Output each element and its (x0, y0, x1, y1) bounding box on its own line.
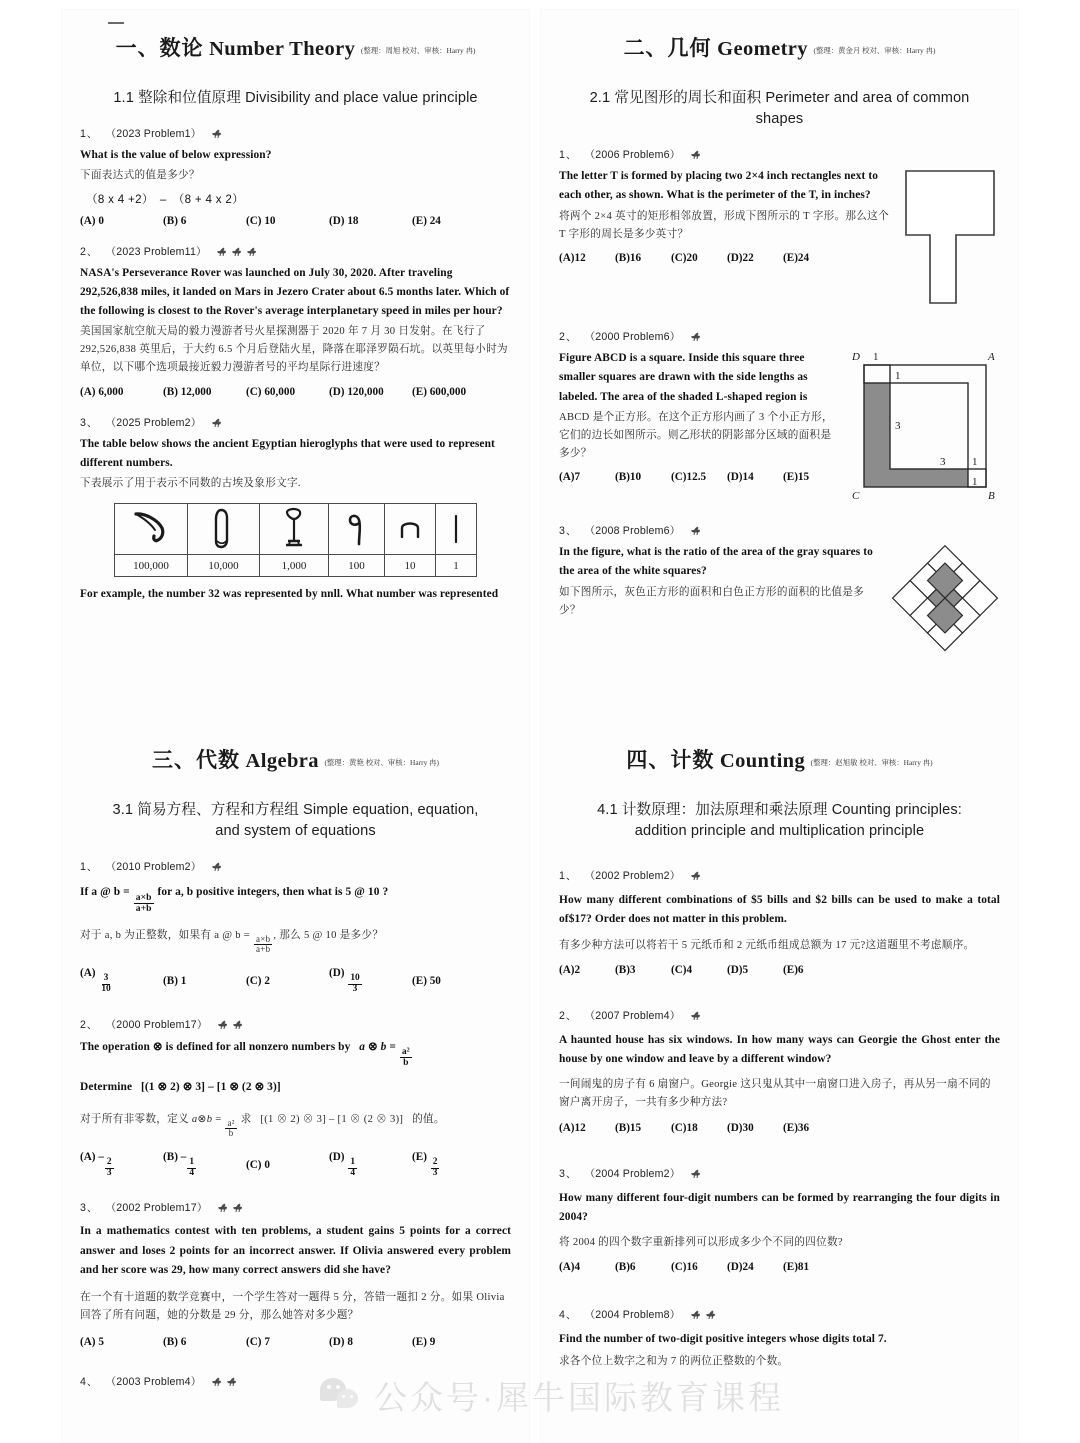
problem-text-block (559, 167, 892, 264)
choice-d[interactable]: (D) 18 (329, 214, 359, 227)
problem-definition: The operation ⊗ is defined for all nonzero numbers by a ⊗ b = $\frac{\text{a²}}{b}$ (80, 1040, 410, 1069)
answer-choices (559, 1261, 1000, 1273)
t-shape-figure (900, 167, 1000, 307)
choice-c[interactable]: (C) 10 (246, 214, 276, 227)
horse-icon (232, 1203, 244, 1212)
problem-header (559, 1008, 1000, 1023)
problem-index: 1、 (80, 861, 99, 874)
choice-c[interactable]: (C)12.5 (671, 471, 707, 484)
choice-c[interactable]: (C) 7 (246, 1336, 270, 1349)
choice-d[interactable]: (D)14 (727, 471, 754, 484)
problem-item (80, 1017, 511, 1179)
choice-a[interactable]: (A)7 (559, 471, 581, 484)
choice-a[interactable]: (A) 0 (80, 214, 104, 227)
problem-header (80, 244, 511, 259)
problem-text-en: What is the value of below expression? (80, 149, 272, 162)
page-number-theory (62, 10, 529, 722)
horse-icon (690, 1310, 702, 1319)
label-100: 100 (329, 555, 385, 577)
choice-a[interactable]: (A)4 (559, 1261, 581, 1274)
answer-choices (559, 1122, 1000, 1134)
choice-a[interactable]: (A) – $\frac{2}{3}$ (80, 1150, 112, 1178)
problem-text-block (559, 543, 882, 620)
horse-icon (216, 247, 228, 256)
problem-header (80, 1374, 511, 1389)
horse-icon (246, 247, 258, 256)
choice-b[interactable]: (B)16 (615, 252, 642, 265)
label-100000: 100,000 (115, 555, 188, 577)
choice-c[interactable]: (C)4 (671, 963, 693, 976)
choice-e[interactable]: (E)36 (783, 1121, 810, 1134)
page-counting (541, 722, 1018, 1443)
choice-b[interactable]: (B)10 (615, 471, 642, 484)
problem-source: （2002 Problem2） (584, 870, 681, 883)
problem-text-en: If a @ b = $\frac{a\times b}{a+b}$ for a, b positive integers, then what is 5 @ 10 ? (80, 886, 389, 914)
dim-corner-1: 1 (972, 476, 978, 489)
problem-header (559, 523, 1000, 538)
problem-index: 2、 (559, 331, 578, 344)
problem-source: （2002 Problem17） (105, 1202, 208, 1215)
problem-source: （2023 Problem11） (105, 245, 207, 258)
glyph-cell-1 (436, 504, 477, 555)
problem-item (80, 1374, 511, 1389)
glyph-cell-100 (329, 504, 385, 555)
problem-text-cn: 求各个位上数字之和为 7 的两位正整数的个数。 (559, 1356, 789, 1368)
answer-choices (80, 1336, 511, 1348)
problem-index: 2、 (80, 245, 99, 258)
problem-source: （2007 Problem4） (584, 1009, 681, 1022)
horse-icon (217, 1203, 229, 1212)
problem-body (559, 349, 1000, 506)
problem-body (559, 167, 1000, 312)
difficulty-horses (690, 150, 702, 159)
chapter-title-en: Algebra (245, 750, 319, 772)
label-10000: 10,000 (188, 555, 260, 577)
page-geometry (541, 10, 1018, 722)
choice-c[interactable]: (C) 60,000 (246, 385, 296, 398)
answer-choices (559, 471, 840, 483)
answer-choices (80, 1151, 511, 1179)
chapter-credit: (整理：黄金月 校对、审核：Harry 冉) (813, 46, 936, 55)
problem-item (559, 868, 1000, 976)
section-title-4-1: 4.1 计数原理：加法原理和乘法原理 Counting principles: addition principle and multiplication principle (597, 802, 962, 840)
choice-b[interactable]: (B)6 (615, 1261, 636, 1274)
problem-header (559, 1307, 1000, 1322)
figure-diamond-checker (890, 543, 1000, 658)
problem-index: 4、 (559, 1309, 578, 1322)
problem-index: 1、 (80, 128, 99, 141)
horse-icon (690, 332, 702, 341)
problem-index: 3、 (559, 1167, 578, 1180)
dim-left-3: 3 (895, 420, 901, 433)
problem-header (559, 868, 1000, 883)
chapter-title-algebra (80, 744, 511, 774)
problem-text-cn: 在一个有十道题的数学竞赛中，一个学生答对一题得 5 分，答错一题扣 2 分。如果 Olivia 回答了所有问题，她的分数是 29 分，那么她答对多少题？ (80, 1291, 505, 1322)
problem-header (80, 859, 511, 874)
horse-icon (690, 1011, 702, 1020)
problem-text-cn: 将 2004 的四个数字重新排列可以形成多少个不同的四位数? (559, 1236, 843, 1248)
problem-source: （2023 Problem1） (105, 128, 202, 141)
problem-source: （2004 Problem8） (584, 1309, 681, 1322)
horse-icon (690, 1169, 702, 1178)
difficulty-horses (690, 871, 702, 880)
choice-b[interactable]: (B) 6 (163, 214, 187, 227)
problem-index: 3、 (80, 416, 99, 429)
problem-question: Determine [(1 ⊗ 2) ⊗ 3] – [1 ⊗ (2 ⊗ 3)] (80, 1081, 281, 1093)
choice-e[interactable]: (E)6 (783, 963, 804, 976)
problem-source: （2008 Problem6） (584, 525, 681, 538)
answer-choices (80, 386, 511, 398)
problem-index: 2、 (559, 1009, 578, 1022)
choice-b[interactable]: (B) 12,000 (163, 385, 212, 398)
horse-icon (690, 150, 702, 159)
tilde-mark (108, 22, 124, 24)
label-C: C (852, 490, 860, 502)
problem-text-en: How many different four-digit numbers can be formed by rearranging the four digits in 2004? (559, 1191, 1000, 1223)
figure-t-shape (900, 167, 1000, 312)
label-1: 1 (436, 555, 477, 577)
choice-d[interactable]: (D)24 (727, 1261, 754, 1274)
choice-a[interactable]: (A)12 (559, 252, 586, 265)
problem-source: （2010 Problem2） (105, 861, 202, 874)
finger-glyph-icon (213, 508, 235, 550)
panel-number-theory (0, 0, 540, 722)
choice-e[interactable]: (E)24 (783, 252, 810, 265)
problem-index: 1、 (559, 870, 578, 883)
problem-source: （2025 Problem2） (105, 416, 202, 429)
difficulty-horses (211, 129, 223, 138)
choice-b[interactable]: (B)15 (615, 1121, 642, 1134)
problem-index: 3、 (80, 1202, 99, 1215)
difficulty-horses (217, 1203, 244, 1212)
coil-glyph-icon (347, 512, 367, 546)
problem-text-cn: 有多少种方法可以将若干 5 元纸币和 2 元纸币组成总额为 17 元?这道题里不考虑顺序。 (559, 939, 975, 951)
panel-algebra (0, 722, 540, 1443)
problem-text-block (559, 349, 840, 483)
answer-choices (559, 964, 1000, 976)
problem-header (559, 147, 1000, 162)
glyph-cell-100000 (115, 504, 188, 555)
arch-glyph-icon (399, 519, 421, 539)
choice-d[interactable]: (D) $\frac{10}{3}$ (329, 967, 360, 995)
dim-right-1: 1 (972, 456, 978, 469)
difficulty-horses (211, 862, 223, 871)
problem-item (80, 859, 511, 994)
problem-index: 1、 (559, 149, 578, 162)
page-algebra (62, 722, 529, 1443)
problem-item (559, 1307, 1000, 1371)
choice-a[interactable]: (A)2 (559, 963, 581, 976)
choice-d[interactable]: (D)30 (727, 1121, 754, 1134)
choice-c[interactable]: (C)16 (671, 1261, 698, 1274)
choice-d[interactable]: (D) 120,000 (329, 385, 384, 398)
problem-source: （2000 Problem17） (105, 1018, 208, 1031)
problem-item (80, 415, 511, 605)
problem-header (80, 126, 511, 141)
chapter-title-cn: 四、计数 (626, 748, 715, 772)
choice-e[interactable]: (E) $\frac{2}{3}$ (412, 1150, 438, 1178)
chapter-credit: (整理：黄艳 校对、审核：Harry 冉) (324, 758, 439, 767)
problem-text-en: In a mathematics contest with ten problems, a student gains 5 points for a correct answer and loses 2 points for an incorrect answer. If Olivia answered every problem and her score was 29, how many correct answers did she have? (80, 1225, 511, 1276)
difficulty-horses (211, 1377, 238, 1386)
dim-top-1: 1 (873, 351, 879, 364)
difficulty-horses (211, 418, 223, 427)
problem-text-en: In the figure, what is the ratio of the area of the gray squares to the area of the white squares? (559, 546, 873, 578)
difficulty-horses (690, 332, 702, 341)
hieroglyph-table-wrapper (80, 503, 511, 577)
difficulty-horses (217, 1020, 244, 1029)
table-row-glyphs (115, 504, 477, 555)
hook-glyph-icon (131, 508, 171, 550)
choice-d[interactable]: (D)5 (727, 963, 749, 976)
panel-counting (540, 722, 1080, 1443)
problem-header (80, 415, 511, 430)
label-A: A (988, 351, 995, 364)
choice-b[interactable]: (B)3 (615, 963, 636, 976)
dim-inner-1: 1 (895, 370, 901, 383)
horse-icon (231, 247, 243, 256)
difficulty-horses (690, 1011, 702, 1020)
watermark-text: 公众号·犀牛国际教育课程 (374, 1379, 784, 1416)
choice-c[interactable]: (C) 0 (246, 1158, 270, 1171)
choice-a[interactable]: (A) $\frac{3}{10}$ (80, 967, 111, 995)
choice-d[interactable]: (D)22 (727, 252, 754, 265)
choice-c[interactable]: (C) 2 (246, 974, 270, 987)
problem-text-cn: 对于 a, b 为正整数，如果有 a @ b = $\frac{a\times b}{a+b}$ , 那么 5 @ 10 是多少？ (80, 929, 384, 954)
problem-text-cn: 对于所有非零数，定义 a⊗b = $\frac{\text{a²}}{b}$ 求 [(1 ⊗ 2) ⊗ 3] – [1 ⊗ (2 ⊗ 3)] 的值。 (80, 1114, 445, 1139)
problem-item (559, 523, 1000, 658)
horse-icon (211, 1377, 223, 1386)
problem-body (559, 543, 1000, 658)
problem-text-cn: 下表展示了用于表示不同数的古埃及象形文字. (80, 477, 301, 489)
choice-e[interactable]: (E) 24 (412, 214, 441, 227)
problem-expression: （8 x 4 +2） – （8 + 4 x 2） (86, 192, 244, 206)
chapter-title-number-theory (80, 32, 511, 62)
problem-text-en: The table below shows the ancient Egyptian hieroglyphs that were used to represent different numbers. (80, 437, 495, 469)
choice-c[interactable]: (C)20 (671, 252, 698, 265)
label-D: D (852, 351, 860, 364)
horse-icon (211, 862, 223, 871)
glyph-cell-1000 (260, 504, 329, 555)
horse-icon (705, 1310, 717, 1319)
difficulty-horses (690, 1169, 702, 1178)
horse-icon (211, 129, 223, 138)
choice-e[interactable]: (E)81 (783, 1261, 810, 1274)
problem-index: 3、 (559, 525, 578, 538)
choice-c[interactable]: (C)18 (671, 1121, 698, 1134)
problem-source: （2000 Problem6） (584, 331, 681, 344)
diamond-checker-figure (890, 543, 1000, 653)
problem-text-cn: 下面表达式的值是多少？ (80, 170, 200, 182)
section-title-3-1: 3.1 简易方程、方程和方程组 Simple equation, equation, and system of equations (112, 802, 479, 840)
problem-text-en: The letter T is formed by placing two 2×4 inch rectangles next to each other, as shown. What is the perimeter of the T, in inches? (559, 170, 879, 202)
glyph-cell-10 (385, 504, 436, 555)
choice-e[interactable]: (E) 50 (412, 974, 441, 987)
horse-icon (226, 1377, 238, 1386)
chapter-title-cn: 一、数论 (115, 36, 204, 60)
answer-choices (559, 252, 892, 264)
horse-icon (690, 526, 702, 535)
choice-e[interactable]: (E) 9 (412, 1336, 436, 1349)
choice-e[interactable]: (E) 600,000 (412, 385, 467, 398)
problem-item (80, 1200, 511, 1348)
difficulty-horses (216, 247, 258, 256)
problem-source: （2006 Problem6） (584, 149, 681, 162)
horse-icon (690, 871, 702, 880)
section-title-2-1: 2.1 常见图形的周长和面积 Perimeter and area of common shapes (589, 90, 970, 128)
chapter-credit: (整理：周旭 校对、审核：Harry 冉) (360, 46, 476, 55)
problem-text-en: Find the number of two-digit positive integers whose digits total 7. (559, 1333, 887, 1346)
problem-source: （2004 Problem2） (584, 1167, 681, 1180)
stroke-glyph-icon (452, 515, 460, 543)
label-B: B (988, 490, 995, 502)
problem-text-cn: 一间闹鬼的房子有 6 扇窗户。Georgie 这只鬼从其中一扇窗口进入房子，再从另一扇不同的窗户离开房子，一共有多少种方法? (559, 1079, 991, 1109)
answer-choices (80, 215, 511, 227)
problem-source: （2003 Problem4） (105, 1376, 202, 1389)
answer-choices (80, 967, 511, 995)
problem-item (559, 1166, 1000, 1274)
problem-item (559, 1008, 1000, 1134)
label-10: 10 (385, 555, 436, 577)
choice-e[interactable]: (E)15 (783, 471, 810, 484)
problem-item (80, 244, 511, 398)
problem-text-cn: 如下图所示，灰色正方形的面积和白色正方形的面积的比值是多少？ (559, 586, 865, 616)
difficulty-horses (690, 526, 702, 535)
problem-text-en: How many different combinations of $5 bills and $2 bills can be used to make a total of$17? Order does not matter in this problem. (559, 894, 1000, 926)
problem-item (559, 147, 1000, 312)
problem-text-en: Figure ABCD is a square. Inside this square three smaller squares are drawn with the side lengths as labeled. The area of the shaded L-shaped region is (559, 352, 808, 403)
chapter-title-en: Geometry (717, 38, 808, 60)
figure-l-shape-square (848, 349, 1000, 506)
choice-d[interactable]: (D) $\frac{1}{4}$ (329, 1150, 356, 1178)
l-shape-square-figure (848, 349, 1000, 501)
chapter-title-cn: 三、代数 (151, 748, 240, 772)
problem-item (80, 126, 511, 226)
horse-icon (232, 1020, 244, 1029)
problem-text-cn: 将两个 2×4 英寸的矩形相邻放置，形成下图所示的 T 字形。那么这个 T 字形的周长是多少英寸？ (559, 210, 889, 240)
problem-index: 2、 (80, 1018, 99, 1031)
choice-b[interactable]: (B) 6 (163, 1336, 187, 1349)
panel-geometry (540, 0, 1080, 722)
hieroglyph-table (114, 503, 477, 577)
horse-icon (217, 1020, 229, 1029)
lotus-glyph-icon (281, 507, 307, 551)
problem-header (559, 1166, 1000, 1181)
glyph-cell-10000 (188, 504, 260, 555)
section-title-1-1: 1.1 整除和位值原理 Divisibility and place value principle (113, 90, 478, 106)
chapter-title-geometry (559, 32, 1000, 62)
chapter-title-cn: 二、几何 (623, 36, 712, 60)
choice-b[interactable]: (B) 1 (163, 974, 187, 987)
chapter-title-counting (559, 744, 1000, 774)
label-1000: 1,000 (260, 555, 329, 577)
chapter-credit: (整理：赵旭敏 校对、审核：Harry 冉) (810, 758, 933, 767)
dim-bottom-3: 3 (940, 456, 946, 469)
choice-d[interactable]: (D) 8 (329, 1336, 353, 1349)
problem-text-en: NASA's Perseverance Rover was launched on July 30, 2020. After traveling 292,526,838 miles, it landed on Mars in Jezero Crater about 6.5 months later. Which of the following is closest to the Rover's average interplanetary speed in miles per hour? (80, 266, 510, 317)
problem-item (559, 329, 1000, 506)
choice-b[interactable]: (B) – $\frac{1}{4}$ (163, 1150, 195, 1178)
problem-text-tail: For example, the number 32 was represented by nnll. What number was represented (80, 588, 499, 601)
choice-a[interactable]: (A)12 (559, 1121, 586, 1134)
problem-index: 4、 (80, 1376, 99, 1389)
problem-text-cn: 美国国家航空航天局的毅力漫游者号火星探测器于 2020 年 7 月 30 日发射。在飞行了 292,526,838 英里后，于大约 6.5 个月后登陆火星，降落在耶泽罗陨石坑。以英里每小时为单位，以下哪个选项最接近毅力漫游者号的平均星际行进速度？ (80, 326, 508, 374)
problem-text-cn: ABCD 是个正方形。在这个正方形内画了 3 个小正方形，它们的边长如图所示。则乙形状的阴影部分区域的面积是多少？ (559, 411, 833, 460)
problem-text-en: A haunted house has six windows. In how many ways can Georgie the Ghost enter the house by one window and leave by a different window? (559, 1033, 1000, 1065)
problem-header (80, 1200, 511, 1215)
horse-icon (211, 418, 223, 427)
choice-a[interactable]: (A) 6,000 (80, 385, 124, 398)
chapter-title-en: Counting (719, 750, 806, 772)
table-row-labels (115, 555, 477, 577)
difficulty-horses (690, 1310, 717, 1319)
problem-header (559, 329, 1000, 344)
chapter-title-en: Number Theory (209, 38, 356, 60)
choice-a[interactable]: (A) 5 (80, 1336, 104, 1349)
problem-header (80, 1017, 511, 1032)
